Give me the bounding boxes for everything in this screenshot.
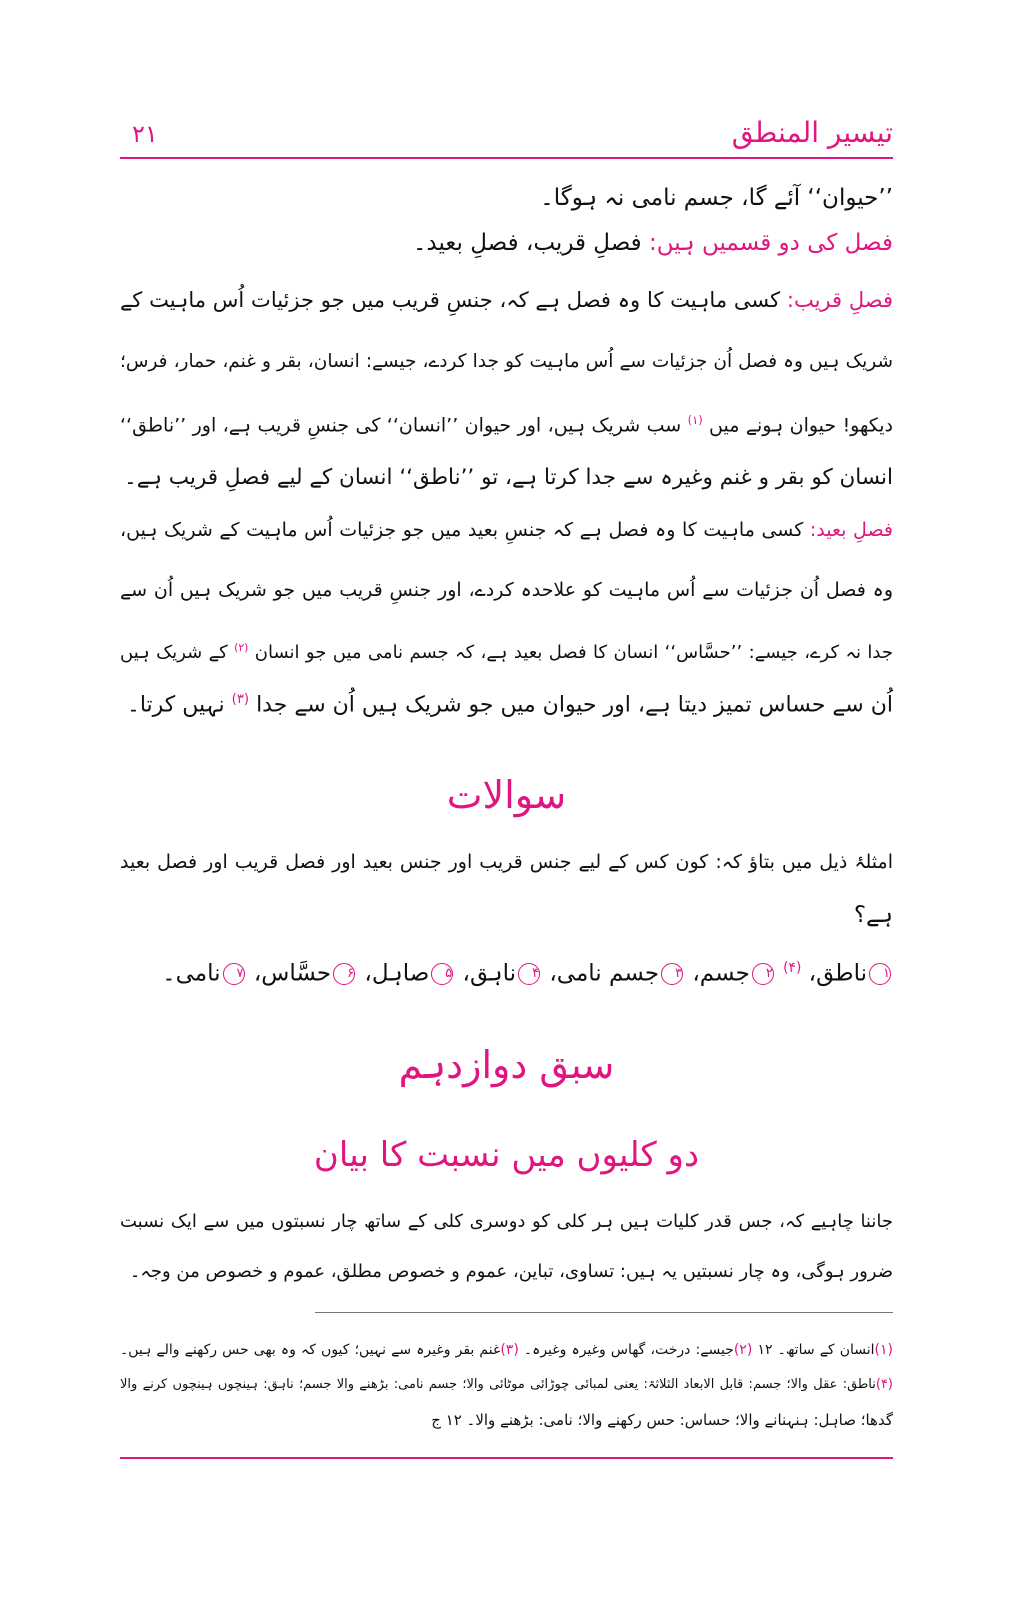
text-run: کسی ماہیت کا وہ فصل ہے کہ جنسِ بعید میں جو جزئیات اُس ماہیت کے شریک ہیں، <box>120 519 804 541</box>
text-run: ناطق: عقل والا؛ جسم: قابل الابعاد الثلاثۃ: یعنی لمبائی چوڑائی موٹائی والا؛ جسم نامی: بڑھنے والا جسم؛ ناہق: ہینچوں ہینچوں کرنے والا <box>120 1377 876 1392</box>
questions-heading: سوالات <box>446 773 567 817</box>
lesson-line <box>120 1205 893 1239</box>
question-item: ناہق، <box>455 960 517 987</box>
question-item: جسم، <box>685 960 750 987</box>
footnote-marker: (۱) <box>687 413 703 427</box>
question-item: نامی۔ <box>162 960 221 987</box>
highlighted-term: فصل کی دو قسمیں ہیں: <box>641 230 893 256</box>
questions-prompt-end: ہے؟ <box>853 902 893 928</box>
body-line <box>120 683 893 722</box>
highlighted-term: (۳) <box>500 1342 519 1358</box>
questions-list <box>120 951 893 991</box>
footnote-marker: (۴) <box>783 960 802 976</box>
running-title: تیسیر المنطق <box>731 116 893 149</box>
highlighted-term: (۲) <box>733 1342 753 1358</box>
text-run: ضرور ہوگی، وہ چار نسبتیں یہ ہیں: تساوی، تباین، عموم و خصوص مطلق، عموم و خصوص من وجہ۔ <box>129 1261 893 1282</box>
header-rule <box>120 157 893 159</box>
question-item: ناطق، <box>801 960 867 987</box>
footer-rule <box>120 1457 893 1459</box>
text-run: انسان کو بقر و غنم وغیرہ سے جدا کرتا ہے، تو ’’ناطق‘‘ انسان کے لیے فصلِ قریب ہے۔ <box>124 465 893 490</box>
highlighted-term: (۱) <box>874 1342 894 1358</box>
body-line <box>120 345 893 379</box>
text-run: فصلِ قریب، فصلِ بعید۔ <box>412 230 642 256</box>
item-number-badge: ۶ <box>333 963 355 985</box>
lesson-line <box>120 1255 893 1289</box>
text-run: شریک ہیں وہ فصل اُن جزئیات سے اُس ماہیت کو جدا کردے، جیسے: انسان، بقر و غنم، حمار، فرس؛ <box>120 351 893 372</box>
body-line <box>120 403 893 442</box>
body-line <box>120 461 893 495</box>
text-run: کے شریک ہیں <box>120 642 235 663</box>
highlighted-term: (۴) <box>875 1377 893 1392</box>
question-item: صاہل، <box>357 960 430 987</box>
text-run: کسی ماہیت کا وہ فصل ہے کہ، جنسِ قریب میں جو جزئیات اُس ماہیت کے <box>120 288 781 312</box>
footnote-separator <box>315 1312 893 1313</box>
item-number-badge: ۳ <box>661 963 683 985</box>
text-run: سب شریک ہیں، اور حیوان ’’انسان‘‘ کی جنسِ قریب ہے، اور ’’ناطق‘‘ <box>120 414 688 437</box>
body-line <box>120 573 893 607</box>
item-number-badge: ۲ <box>752 963 774 985</box>
body-line <box>120 226 893 260</box>
body-line <box>120 283 893 317</box>
item-number-badge: ۷ <box>223 963 245 985</box>
highlighted-term: فصلِ بعید: <box>803 519 894 541</box>
item-number-badge: ۵ <box>431 963 453 985</box>
text-run: اُن سے حساس تمیز دیتا ہے، اور حیوان میں جو شریک ہیں اُن سے جدا <box>249 692 893 718</box>
footnote-line <box>120 1338 893 1362</box>
text-run: جیسے: درخت، گھاس وغیرہ وغیرہ۔ <box>518 1342 734 1358</box>
text-run: وہ فصل اُن جزئیات سے اُس ماہیت کو علاحدہ کردے، اور جنسِ قریب میں جو شریک ہیں اُن سے <box>120 579 893 601</box>
body-line <box>120 181 893 215</box>
text-run: ’’حیوان‘‘ آئے گا، جسم نامی نہ ہوگا۔ <box>540 185 893 211</box>
text-run: جدا نہ کرے، جیسے: ’’حسَّاس‘‘ انسان کا فصل بعید ہے، کہ جسم نامی میں جو انسان <box>248 642 893 663</box>
footnote-line <box>120 1373 893 1397</box>
item-number-badge: ۴ <box>518 963 540 985</box>
text-run: غنم بقر وغیرہ سے نہیں؛ کیوں کہ وہ بھی حس رکھنے والے ہیں۔ <box>120 1342 501 1358</box>
text-run: دیکھو! حیوان ہونے میں <box>702 414 893 437</box>
page-number: ۲۱ <box>132 120 158 148</box>
question-item: حسَّاس، <box>246 960 332 987</box>
item-number-badge: ۱ <box>869 963 891 985</box>
highlighted-term: فصلِ قریب: <box>780 288 893 312</box>
lesson-subtitle: دو کلیوں میں نسبت کا بیان <box>313 1135 700 1175</box>
questions-prompt: امثلۂ ذیل میں بتاؤ کہ: کون کس کے لیے جنس قریب اور جنس بعید اور فصل قریب اور فصل بعید <box>120 851 893 873</box>
footnote-marker: (۳) <box>231 692 250 707</box>
question-item: جسم نامی، <box>542 960 660 987</box>
text-run: جاننا چاہیے کہ، جس قدر کلیات ہیں ہر کلی کو دوسری کلی کے ساتھ چار نسبتوں میں سے ایک نسبت <box>120 1211 893 1232</box>
lesson-title: سبق دوازدہم <box>398 1043 615 1087</box>
footnote-marker: (۲) <box>234 641 249 654</box>
body-line <box>120 513 893 547</box>
text-run: نہیں کرتا۔ <box>126 692 232 718</box>
text-run: انسان کے ساتھ۔ ۱۲ <box>752 1342 875 1358</box>
footnote-line <box>120 1408 893 1432</box>
text-run: گدھا؛ صاہل: ہنہنانے والا؛ حساس: حس رکھنے والا؛ نامی: بڑھنے والا۔ ۱۲ ج <box>431 1411 893 1429</box>
body-line <box>120 631 893 670</box>
